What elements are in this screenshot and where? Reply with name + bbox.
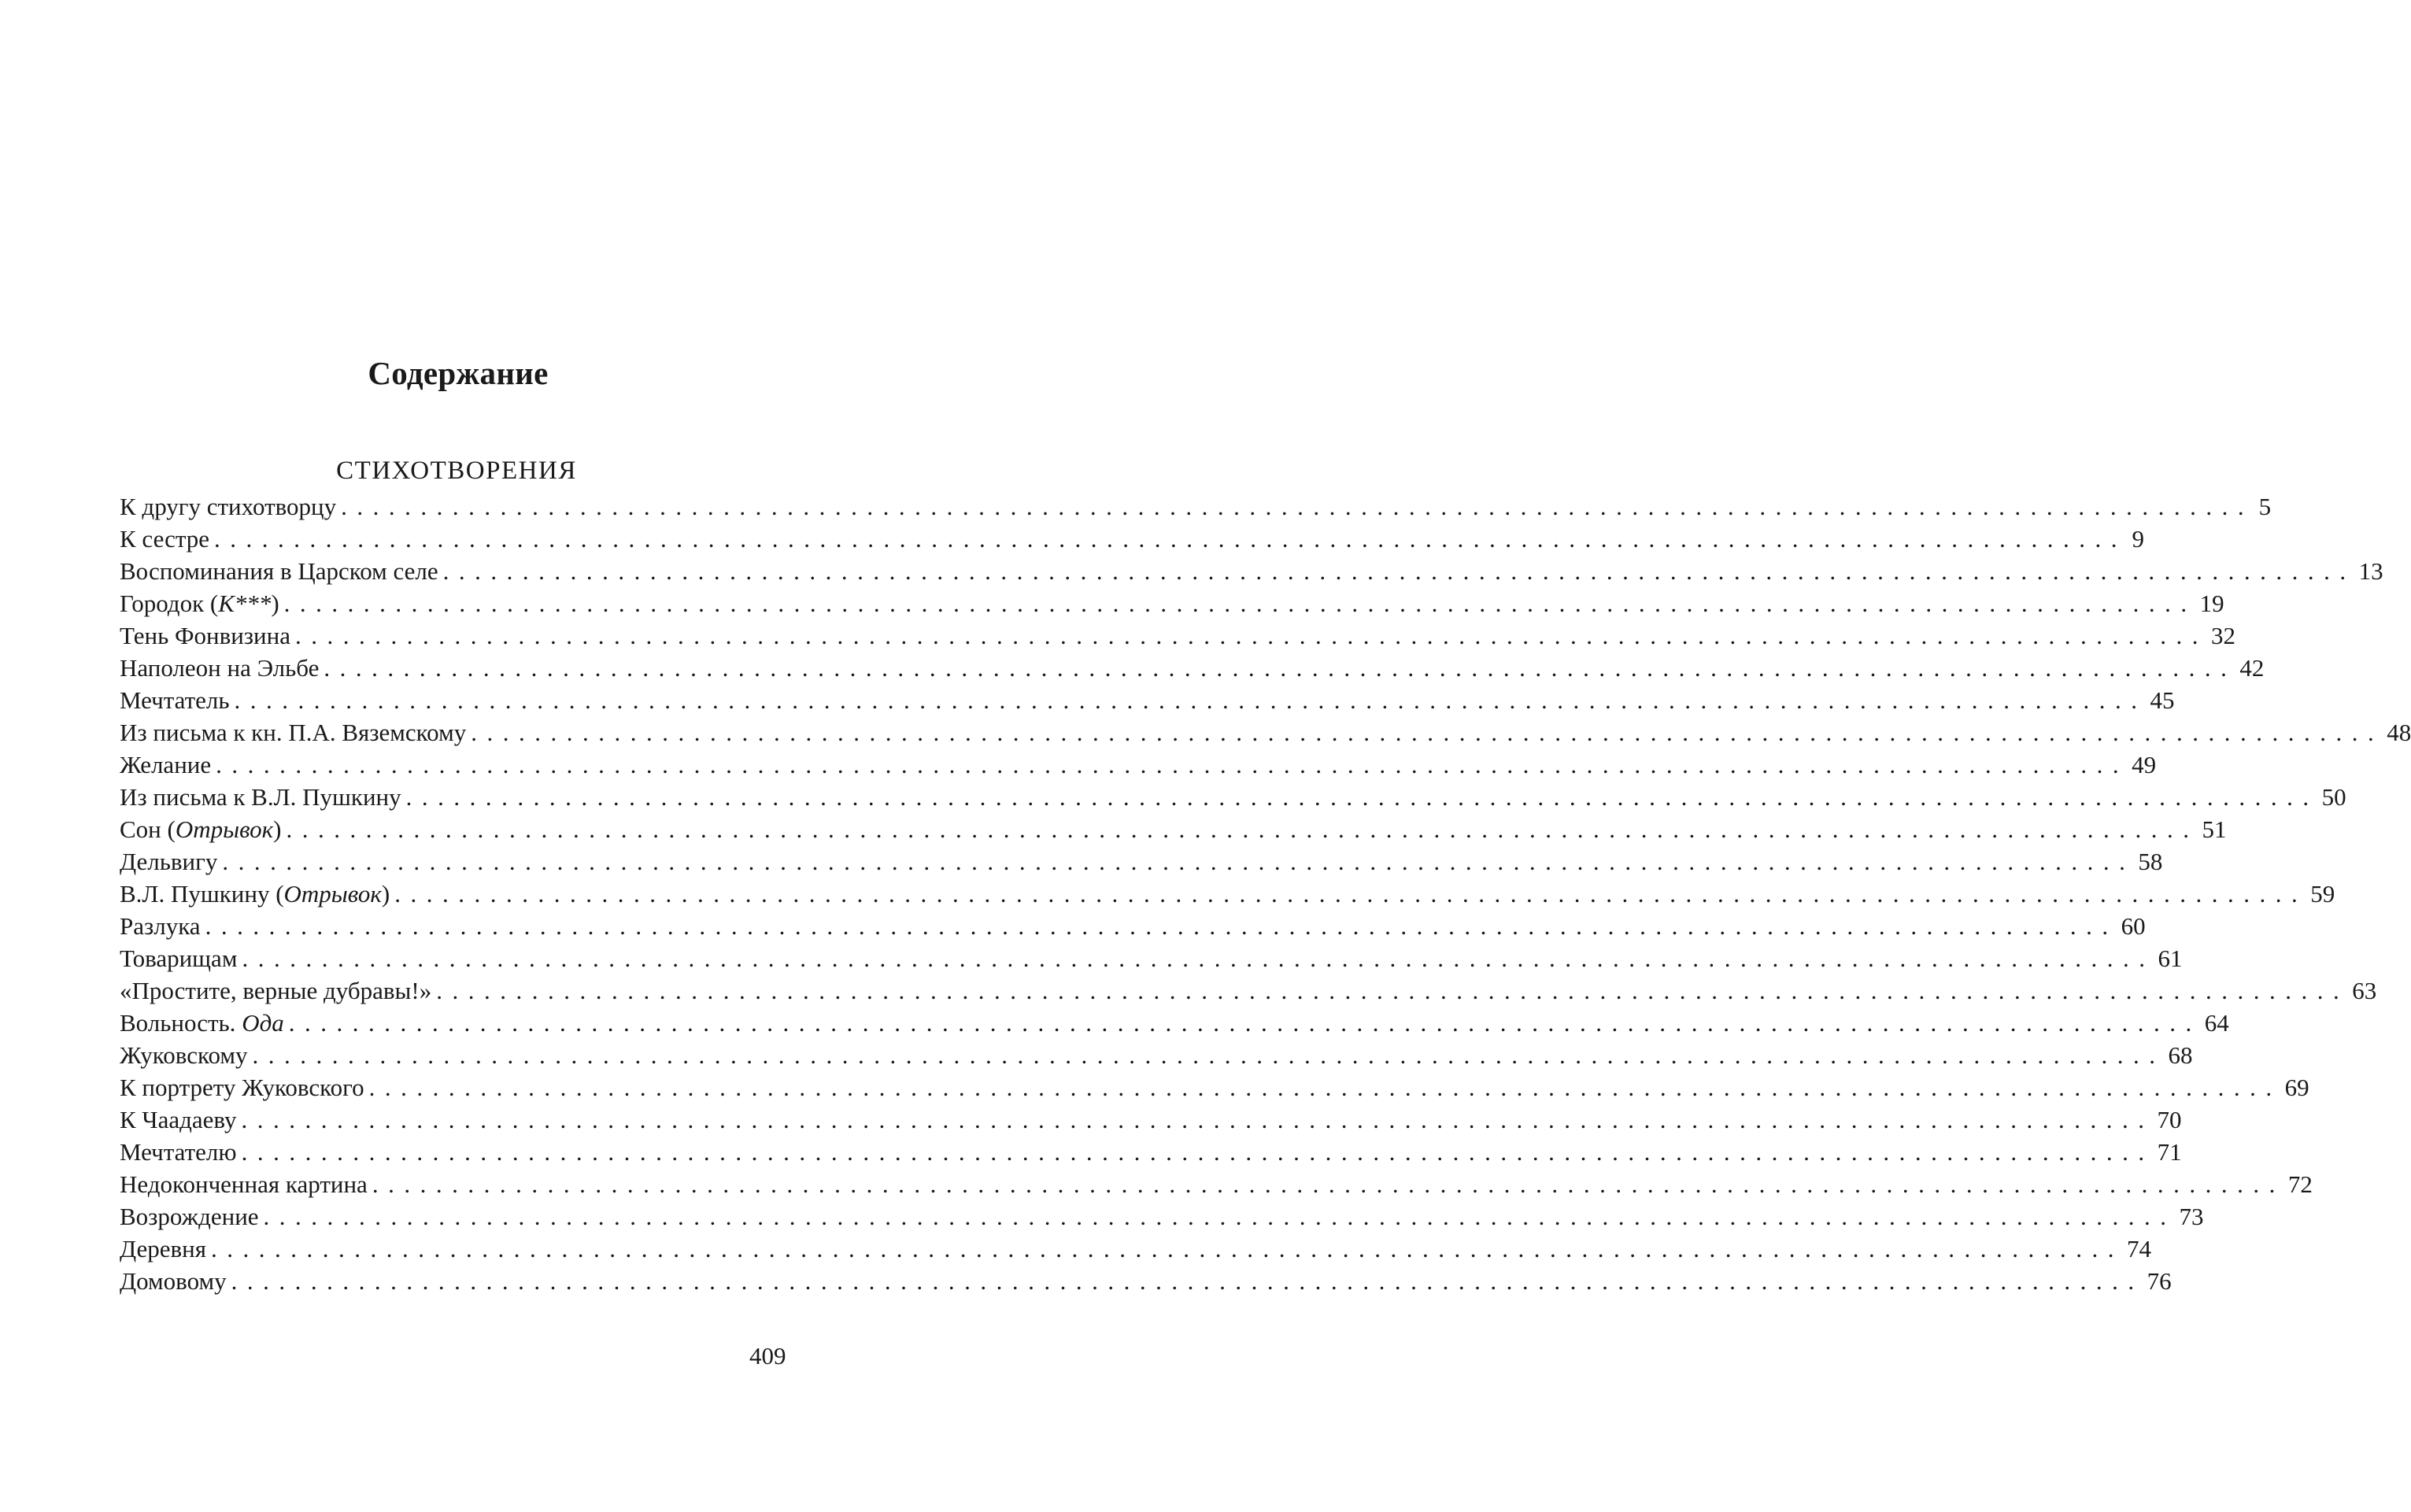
toc-entry-page: 74 <box>2124 1233 2151 1265</box>
toc-entry-page: 51 <box>2199 813 2227 845</box>
toc-entry <box>120 716 2411 749</box>
toc-entry <box>120 1168 2313 1200</box>
toc-entry-page: 5 <box>2254 490 2271 523</box>
toc-title-part: К сестре <box>120 525 210 553</box>
toc-entry-title <box>120 942 242 974</box>
dot-leader: ........................................................................................................................ <box>241 1106 2154 1133</box>
toc-entry <box>120 942 2183 974</box>
toc-title-italic-part: Ода <box>242 1009 284 1037</box>
toc-entry-title <box>120 490 341 523</box>
toc-title-part: Возрождение <box>120 1203 259 1230</box>
toc-title-part: К другу стихотворцу <box>120 493 337 520</box>
dot-leader: ........................................................................................................................ <box>214 525 2128 553</box>
toc-title-part: К портрету Жуковского <box>120 1074 364 1101</box>
toc-entry-title <box>120 1007 289 1039</box>
toc-title-part: Вольность. <box>120 1009 242 1037</box>
toc-entry-page: 48 <box>2383 716 2411 749</box>
toc-entry <box>120 652 2265 684</box>
toc-entry <box>120 1233 2152 1265</box>
toc-entry-page: 32 <box>2208 619 2235 652</box>
toc-title-part: Городок ( <box>120 590 219 617</box>
toc-entry-title <box>120 619 295 652</box>
toc-entry-title <box>120 523 214 555</box>
toc-entry-title <box>120 781 406 813</box>
toc-entry-title <box>120 1136 242 1168</box>
toc-entry <box>120 1136 2182 1168</box>
toc-title-part: Домовому <box>120 1267 227 1295</box>
dot-leader: ........................................................................................................................ <box>405 783 2319 811</box>
toc-entry-title <box>120 652 324 684</box>
dot-leader: ........................................................................................................................ <box>471 719 2384 746</box>
toc-title-part: Из письма к В.Л. Пушкину <box>120 783 401 811</box>
toc-entry <box>120 555 2383 587</box>
toc-entry <box>120 749 2157 781</box>
toc-entry-title <box>120 749 216 781</box>
toc-entry-title <box>120 1104 241 1136</box>
toc-entry-title <box>120 1233 211 1265</box>
toc-title-part: ) <box>273 815 282 843</box>
toc-entry-title <box>120 878 394 910</box>
toc-title-part: Товарищам <box>120 945 238 972</box>
page-number: 409 <box>749 1342 786 1370</box>
dot-leader: ........................................................................................................................ <box>283 590 2197 617</box>
toc-entry <box>120 813 2227 845</box>
toc-entry-page: 19 <box>2197 587 2224 619</box>
dot-leader: ........................................................................................................................ <box>341 493 2254 520</box>
dot-leader: ........................................................................................................................ <box>211 1235 2124 1262</box>
dot-leader: ........................................................................................................................ <box>222 848 2136 875</box>
toc-entry-title <box>120 910 205 942</box>
toc-entry <box>120 684 2175 716</box>
toc-entry-page: 68 <box>2165 1039 2192 1071</box>
toc-title-part: Мечтатель <box>120 686 230 714</box>
dot-leader: ........................................................................................................................ <box>295 622 2208 649</box>
dot-leader: ........................................................................................................................ <box>205 912 2118 940</box>
toc-entry-title <box>120 555 443 587</box>
toc-entry-page: 50 <box>2319 781 2346 813</box>
dot-leader: ........................................................................................................................ <box>216 751 2129 778</box>
toc-entry <box>120 910 2146 942</box>
toc-list <box>120 490 2411 1297</box>
dot-leader: ........................................................................................................................ <box>231 1267 2144 1295</box>
toc-entry <box>120 1007 2229 1039</box>
dot-leader: ........................................................................................................................ <box>394 880 2308 908</box>
toc-entry-page: 49 <box>2128 749 2156 781</box>
toc-entry-page: 71 <box>2154 1136 2182 1168</box>
toc-title-part: Воспоминания в Царском селе <box>120 557 438 585</box>
toc-entry <box>120 1265 2172 1297</box>
toc-entry-page: 64 <box>2202 1007 2229 1039</box>
toc-entry-page: 60 <box>2118 910 2146 942</box>
toc-entry <box>120 974 2377 1007</box>
toc-title-part: Разлука <box>120 912 201 940</box>
dot-leader: ........................................................................................................................ <box>241 1138 2154 1166</box>
toc-title-part: Наполеон на Эльбе <box>120 654 320 682</box>
toc-entry-title <box>120 845 222 878</box>
toc-entry <box>120 523 2145 555</box>
dot-leader: ........................................................................................................................ <box>436 977 2350 1004</box>
toc-entry-page: 69 <box>2282 1071 2309 1104</box>
toc-title-part: В.Л. Пушкину ( <box>120 880 284 908</box>
toc-title-part: ) <box>271 590 279 617</box>
toc-entry <box>120 1039 2193 1071</box>
toc-entry <box>120 781 2346 813</box>
toc-entry-page: 61 <box>2154 942 2182 974</box>
toc-entry <box>120 1104 2182 1136</box>
toc-entry-title <box>120 1265 231 1297</box>
dot-leader: ........................................................................................................................ <box>234 686 2147 714</box>
toc-title-part: «Простите, верные дубравы!» <box>120 977 432 1004</box>
toc-entry-page: 9 <box>2127 523 2144 555</box>
toc-title-part: Дельвигу <box>120 848 218 875</box>
toc-entry-page: 72 <box>2285 1168 2313 1200</box>
toc-entry-title <box>120 1071 369 1104</box>
dot-leader: ........................................................................................................................ <box>252 1041 2165 1069</box>
toc-entry <box>120 1200 2204 1233</box>
toc-title-part: Сон ( <box>120 815 176 843</box>
toc-entry <box>120 587 2224 619</box>
toc-title-part: Деревня <box>120 1235 207 1262</box>
toc-entry-title <box>120 1039 252 1071</box>
toc-title-part: К Чаадаеву <box>120 1106 237 1133</box>
dot-leader: ........................................................................................................................ <box>442 557 2356 585</box>
dot-leader: ........................................................................................................................ <box>286 815 2199 843</box>
toc-title-part: Недоконченная картина <box>120 1170 368 1198</box>
toc-entry-title <box>120 684 235 716</box>
dot-leader: ........................................................................................................................ <box>368 1074 2282 1101</box>
toc-title-part: Жуковскому <box>120 1041 248 1069</box>
page-title: Содержание <box>368 355 549 391</box>
toc-title-part: ) <box>381 880 390 908</box>
toc-entry-title <box>120 716 471 749</box>
toc-entry-page: 70 <box>2154 1104 2181 1136</box>
toc-title-italic-part: Отрывок <box>175 815 274 843</box>
toc-entry-page: 42 <box>2236 652 2264 684</box>
toc-entry-page: 76 <box>2144 1265 2172 1297</box>
toc-entry <box>120 878 2335 910</box>
toc-entry <box>120 845 2163 878</box>
toc-entry-title <box>120 587 284 619</box>
toc-title-part: Тень Фонвизина <box>120 622 290 649</box>
toc-title-part: Желание <box>120 751 212 778</box>
toc-entry-page: 58 <box>2135 845 2162 878</box>
toc-entry-page: 63 <box>2349 974 2376 1007</box>
toc-title-part: Мечтателю <box>120 1138 237 1166</box>
toc-entry-page: 59 <box>2307 878 2335 910</box>
toc-title-italic-part: К*** <box>218 590 272 617</box>
dot-leader: ........................................................................................................................ <box>372 1170 2285 1198</box>
dot-leader: ........................................................................................................................ <box>324 654 2237 682</box>
toc-entry-title <box>120 974 436 1007</box>
toc-entry <box>120 490 2272 523</box>
toc-entry <box>120 1071 2309 1104</box>
toc-title-italic-part: Отрывок <box>283 880 382 908</box>
toc-entry-page: 45 <box>2147 684 2175 716</box>
toc-entry <box>120 619 2235 652</box>
dot-leader: ........................................................................................................................ <box>263 1203 2176 1230</box>
toc-entry-page: 73 <box>2176 1200 2204 1233</box>
toc-entry-title <box>120 1200 264 1233</box>
dot-leader: ........................................................................................................................ <box>242 945 2155 972</box>
dot-leader: ........................................................................................................................ <box>288 1009 2202 1037</box>
section-title: СТИХОТВОРЕНИЯ <box>336 457 577 485</box>
toc-title-part: Из письма к кн. П.А. Вяземскому <box>120 719 467 746</box>
toc-entry-title <box>120 813 287 845</box>
toc-entry-page: 13 <box>2356 555 2383 587</box>
toc-entry-title <box>120 1168 372 1200</box>
